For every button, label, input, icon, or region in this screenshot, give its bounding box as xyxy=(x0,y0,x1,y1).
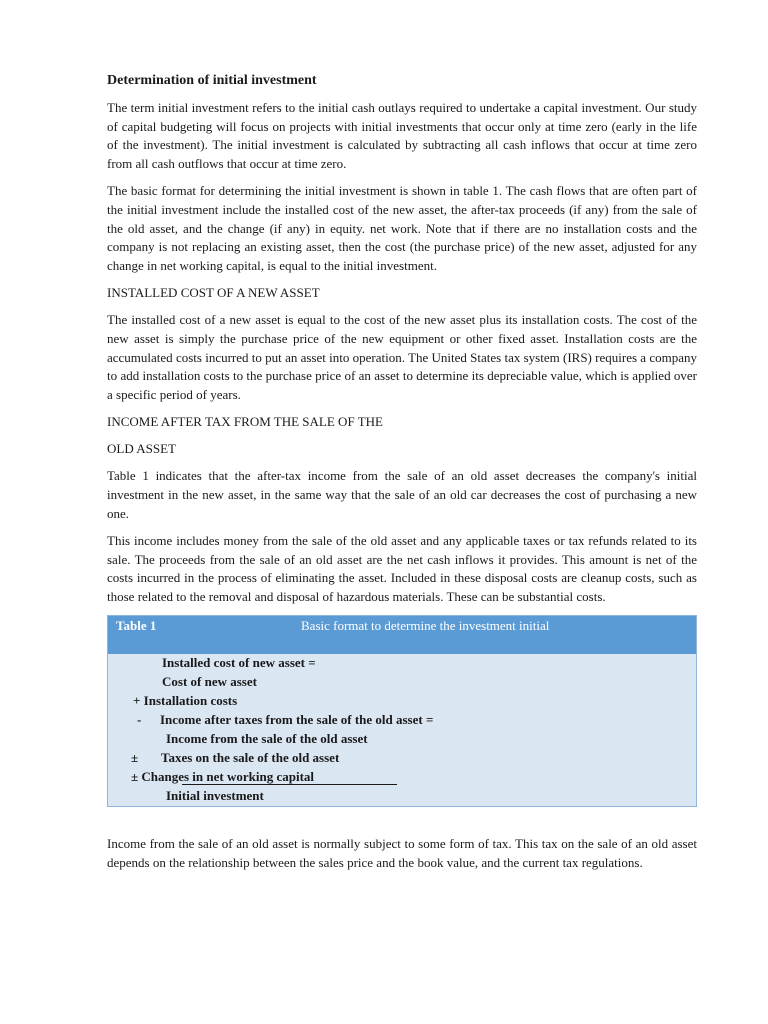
table-row-net-working-capital: ± Changes in net working capital xyxy=(131,769,315,785)
table-row-income-after-taxes: Income after taxes from the sale of the old asset = xyxy=(160,712,434,728)
table-header xyxy=(108,616,696,654)
table-row-installation-costs: + Installation costs xyxy=(133,693,238,709)
table-row-plusminus-symbol: ± xyxy=(131,750,139,766)
table-label: Table 1 xyxy=(116,618,157,634)
table-total-rule xyxy=(182,784,397,785)
table-row-income-from-sale: Income from the sale of the old asset xyxy=(166,731,368,747)
table-initial-investment xyxy=(107,615,697,807)
section-heading-old-asset: OLD ASSET xyxy=(107,441,176,457)
document-page xyxy=(107,72,697,882)
paragraph-tax-on-sale: Income from the sale of an old asset is normally subject to some form of tax. This tax on the sale of an old asset depends on the relationship between the sales price and the book value, and the current tax regulations. xyxy=(107,836,697,871)
document-title: Determination of initial investment xyxy=(107,73,317,88)
table-row-installed-cost: Installed cost of new asset = xyxy=(162,655,316,671)
table-body xyxy=(108,654,696,806)
section-heading-income-after-tax: INCOME AFTER TAX FROM THE SALE OF THE xyxy=(107,414,383,430)
paragraph-income-includes: This income includes money from the sale of the old asset and any applicable taxes or tax refunds related to its sale. The proceeds from the sale of an old asset are the net cash inflows it provides. This amount is net of the costs incurred in the process of eliminating the asset. Included in these disposal costs are cleanup costs, such as those related to the removal and disposal of hazardous materials. These can be substantial costs. xyxy=(107,533,697,604)
table-row-minus-symbol: - xyxy=(137,712,142,728)
paragraph-table-indicates: Table 1 indicates that the after-tax income from the sale of an old asset decreases the company's initial investment in the new asset, in the same way that the sale of an old car decreases the cost of purchasing a new one. xyxy=(107,468,697,521)
table-row-cost-new-asset: Cost of new asset xyxy=(162,674,257,690)
table-row-initial-investment: Initial investment xyxy=(166,788,264,804)
table-row-taxes-on-sale: Taxes on the sale of the old asset xyxy=(161,750,340,766)
table-caption: Basic format to determine the investment initial xyxy=(301,618,550,634)
paragraph-basic-format: The basic format for determining the initial investment is shown in table 1. The cash flows that are often part of the initial investment include the installed cost of the new asset, the after-tax proceeds (if any) from the sale of the old asset, and the change (if any) in equity. net work. Note that if there are no installation costs and the company is not replacing an existing asset, then the cost (the purchase price) of the new asset, adjusted for any change in net working capital, is equal to the initial investment. xyxy=(107,183,697,273)
section-heading-installed-cost: INSTALLED COST OF A NEW ASSET xyxy=(107,285,320,301)
paragraph-installed-cost: The installed cost of a new asset is equal to the cost of the new asset plus its installation costs. The cost of the new asset is simply the purchase price of the new equipment or other fixed asset. Installation costs are the accumulated costs incurred to put an asset into operation. The United States tax system (IRS) requires a company to add installation costs to the purchase price of an asset to determine its depreciable value, which is applied over a specific period of years. xyxy=(107,312,697,402)
paragraph-intro: The term initial investment refers to the initial cash outlays required to undertake a capital investment. Our study of capital budgeting will focus on projects with initial investments that occur only at time zero (early in the life of the investment). The initial investment is calculated by subtracting all cash inflows that occur at time zero from all cash outflows that occur at time zero. xyxy=(107,100,697,171)
